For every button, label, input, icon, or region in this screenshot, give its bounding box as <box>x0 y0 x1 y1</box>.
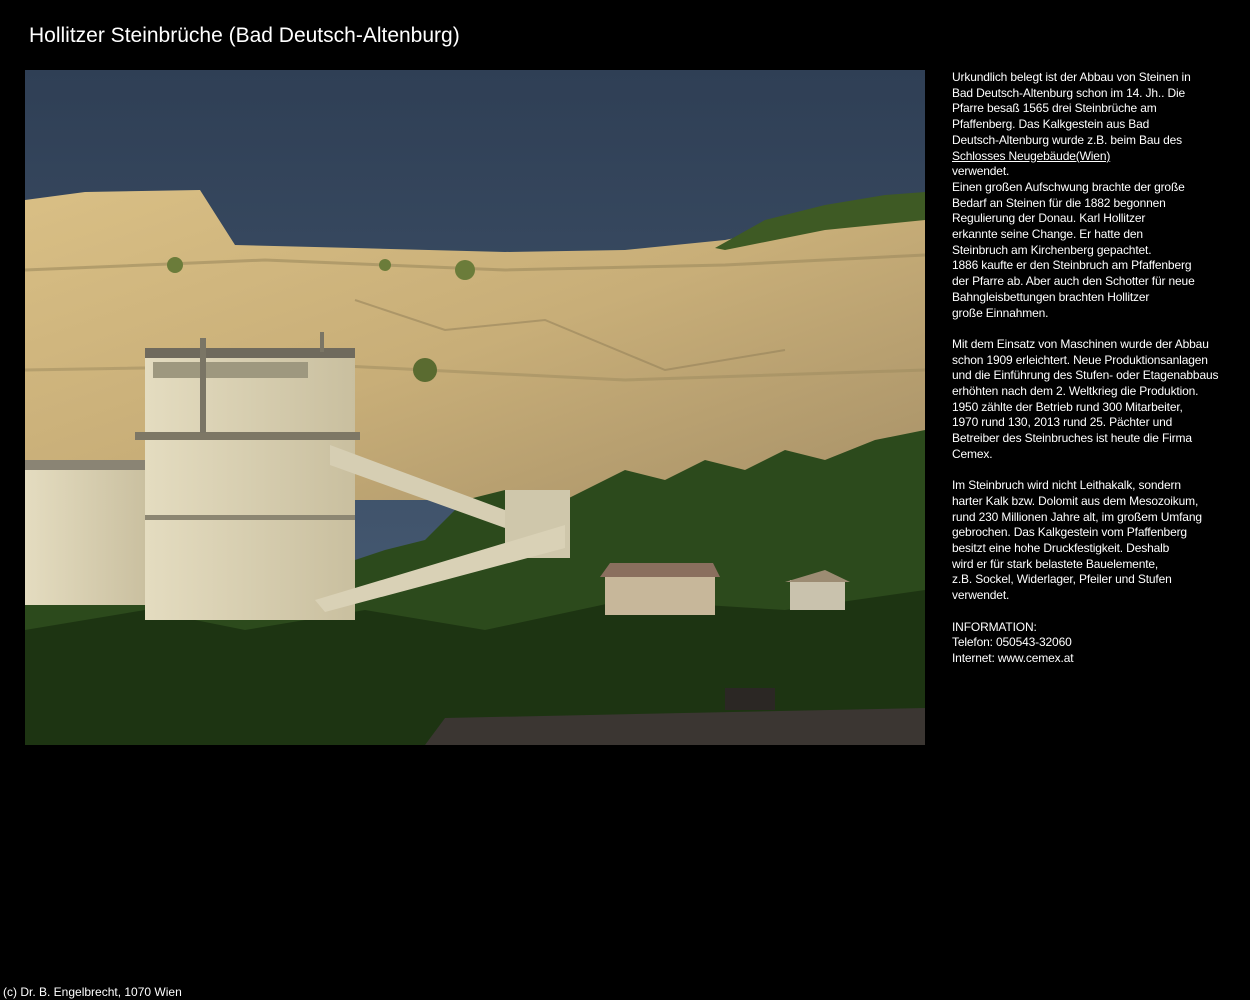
text-line: wird er für stark belastete Bauelemente, <box>952 556 1159 571</box>
text-line: Steinbruch am Kirchenberg gepachtet. <box>952 242 1152 257</box>
text-line: erkannte seine Change. Er hatte den <box>952 227 1143 242</box>
text-line: besitzt eine hohe Druckfestigkeit. Deshalb <box>952 541 1170 556</box>
text-line: 1970 rund 130, 2013 rund 25. Pächter und <box>952 415 1173 430</box>
text-line: rund 230 Millionen Jahre alt, im großem Umfang <box>952 509 1202 524</box>
text-line: 1886 kaufte er den Steinbruch am Pfaffenberg <box>952 258 1192 273</box>
info-heading: INFORMATION: <box>952 619 1037 634</box>
quarry-photo <box>25 70 925 745</box>
website-line: Internet: www.cemex.at <box>952 650 1074 665</box>
text-line: Bedarf an Steinen für die 1882 begonnen <box>952 195 1166 210</box>
text-line: Mit dem Einsatz von Maschinen wurde der Abbau <box>952 336 1209 351</box>
text-line: Bahngleisbettungen brachten Hollitzer <box>952 289 1150 304</box>
text-line: Pfarre besaß 1565 drei Steinbrüche am <box>952 101 1157 116</box>
text-line: z.B. Sockel, Widerlager, Pfeiler und Stufen <box>952 572 1172 587</box>
text-line: Bad Deutsch-Altenburg schon im 14. Jh.. Die <box>952 85 1186 100</box>
text-line: Cemex. <box>952 446 993 461</box>
text-line: Urkundlich belegt ist der Abbau von Steinen in <box>952 70 1191 84</box>
information-paragraph <box>952 620 1242 667</box>
phone-line: Telefon: 050543-32060 <box>952 635 1072 650</box>
text-line: der Pfarre ab. Aber auch den Schotter für neue <box>952 274 1195 289</box>
description-text <box>952 70 1242 682</box>
text-line: große Einnahmen. <box>952 305 1049 320</box>
text-line: Pfaffenberg. Das Kalkgestein aus Bad <box>952 117 1150 132</box>
text-line: schon 1909 erleichtert. Neue Produktionsanlagen <box>952 352 1208 367</box>
history-paragraph <box>952 70 1242 321</box>
text-line: verwendet. <box>952 164 1010 179</box>
text-line: 1950 zählte der Betrieb rund 300 Mitarbeiter, <box>952 399 1183 414</box>
text-line: Deutsch-Altenburg wurde z.B. beim Bau des <box>952 132 1182 147</box>
text-line: Im Steinbruch wird nicht Leithakalk, sondern <box>952 478 1181 493</box>
text-line: Betreiber des Steinbruches ist heute die Firma <box>952 431 1192 446</box>
text-line: und die Einführung des Stufen- oder Etagenabbaus <box>952 368 1219 383</box>
text-line: verwendet. <box>952 588 1010 603</box>
text-line: Regulierung der Donau. Karl Hollitzer <box>952 211 1146 226</box>
copyright-footer: (c) Dr. B. Engelbrecht, 1070 Wien <box>3 985 182 999</box>
page-title: Hollitzer Steinbrüche (Bad Deutsch-Altenburg) <box>29 24 460 47</box>
schloss-neugebaeude-link[interactable]: Schlosses Neugebäude(Wien) <box>952 148 1111 163</box>
text-line: erhöhten nach dem 2. Weltkrieg die Produktion. <box>952 384 1199 399</box>
text-line: gebrochen. Das Kalkgestein vom Pfaffenberg <box>952 525 1187 540</box>
geology-paragraph <box>952 478 1242 604</box>
text-line: harter Kalk bzw. Dolomit aus dem Mesozoikum, <box>952 493 1199 508</box>
production-paragraph <box>952 337 1242 463</box>
text-line: Einen großen Aufschwung brachte der große <box>952 179 1185 194</box>
